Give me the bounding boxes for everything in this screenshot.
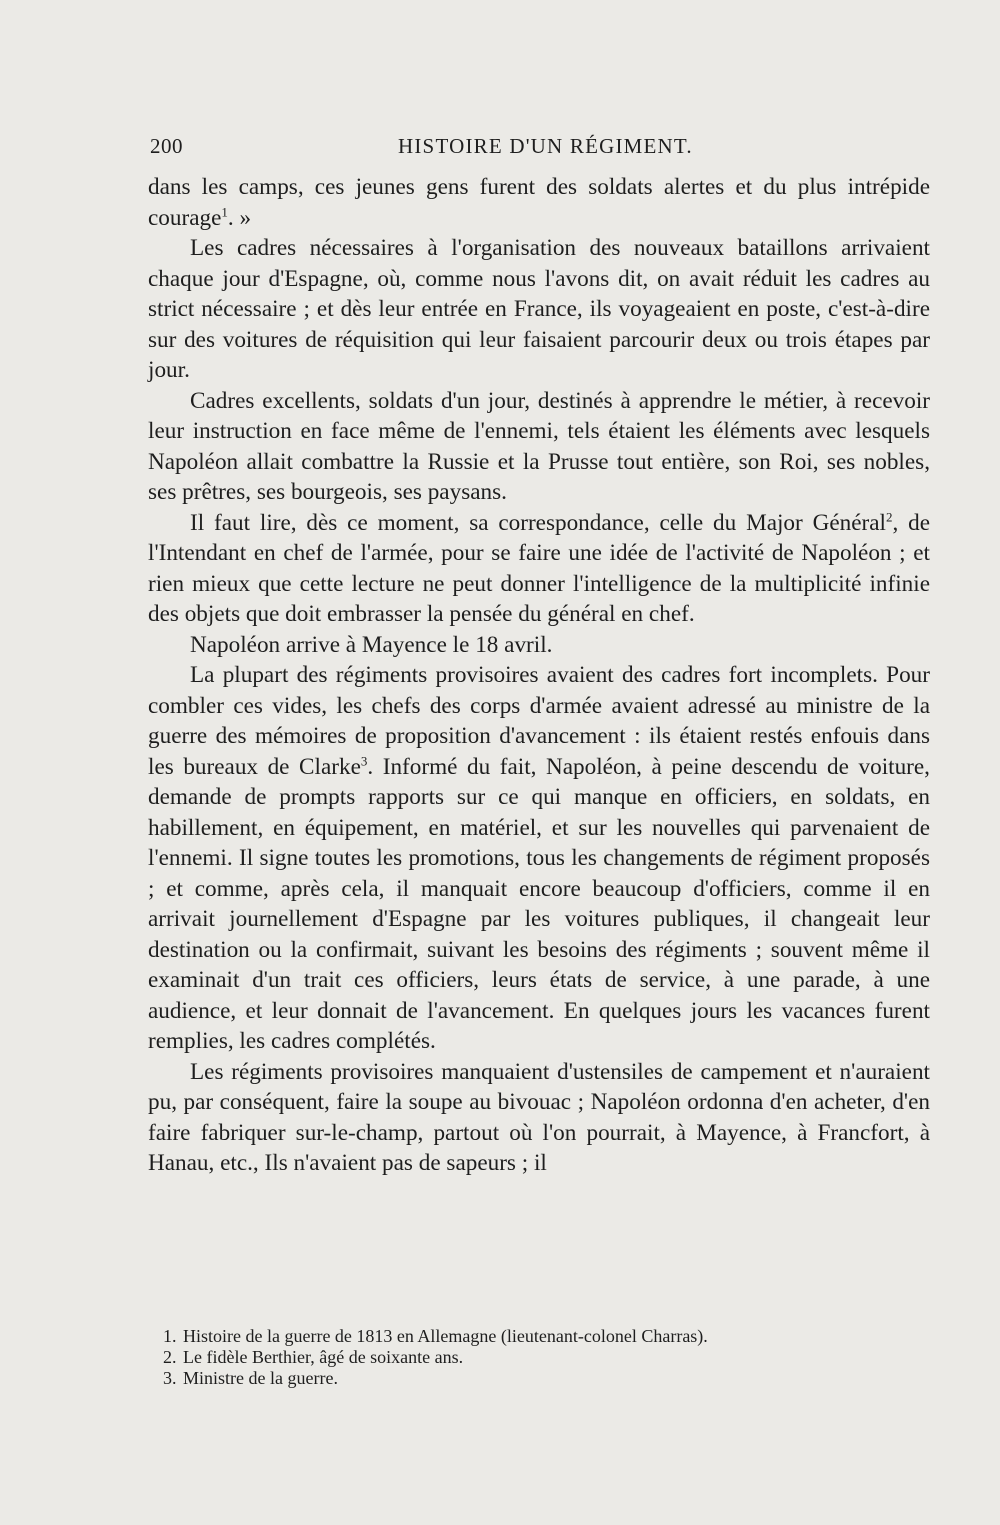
- paragraph: [148, 660, 930, 1057]
- footnote: [163, 1368, 863, 1389]
- paragraph: Napoléon arrive à Mayence le 18 avril.: [190, 631, 553, 658]
- footnote-reference: 2: [885, 508, 893, 524]
- footnote-text: Le fidèle Berthier, âgé de soixante ans.: [183, 1347, 464, 1367]
- paragraph: Cadres excellents, soldats d'un jour, destinés à apprendre le métier, à recevoir leur instruction en face même de l'ennemi, tels étaient les éléments avec lesquels Napoléon allait combattre la Russie et la Prusse tout entière, son Roi, ses nobles, ses prêtres, ses bourgeois, ses paysans.: [148, 387, 930, 505]
- footnote-reference: 3: [360, 752, 368, 768]
- footnote: [163, 1347, 863, 1368]
- running-title: HISTOIRE D'UN RÉGIMENT.: [398, 134, 693, 158]
- paragraph-continuation: [148, 172, 930, 233]
- footnote-number: 2.: [163, 1347, 177, 1367]
- footnote-text: Ministre de la guerre.: [183, 1368, 338, 1388]
- running-header: [150, 134, 930, 164]
- footnote-reference: 1: [221, 203, 228, 219]
- footnote-number: 3.: [163, 1368, 177, 1388]
- footnote-text: Histoire de la guerre de 1813 en Allemagne (lieutenant-colonel Charras).: [183, 1326, 708, 1346]
- footnote: [163, 1326, 863, 1347]
- paragraph-text: . Informé du fait, Napoléon, à peine descendu de voiture, demande de prompts rapports sur ce qui manque en officiers, en soldats, en habillement, en équipement, en matériel, et sur les nouvelles qui parvenaient de l'ennemi. Il signe toutes les promotions, tous les changements de régiment proposés ; et comme, après cela, il manquait encore beaucoup d'officiers, comme il en arrivait journellement d'Espagne par les voitures publiques, il changeait leur destination ou la confirmait, suivant les besoins des régiments ; souvent même il examinait d'un trait ces officiers, leurs états de service, à une parade, à une audience, et leur donnait de l'avancement. En quelques jours les vacances furent remplies, les cadres complétés.: [148, 753, 930, 1054]
- paragraph: Les régiments provisoires manquaient d'ustensiles de campement et n'auraient pu, par conséquent, faire la soupe au bivouac ; Napoléon ordonna d'en acheter, d'en faire fabriquer sur-le-champ, partout où l'on pourrait, à Mayence, à Francfort, à Hanau, etc., Ils n'avaient pas de sapeurs ; il: [148, 1058, 930, 1176]
- footnote-number: 1.: [163, 1326, 177, 1346]
- paragraph: [148, 508, 930, 630]
- footnotes: [163, 1326, 863, 1389]
- paragraph: Les cadres nécessaires à l'organisation des nouveaux bataillons arrivaient chaque jour d'Espagne, où, comme nous l'avons dit, on avait réduit les cadres au strict nécessaire ; et dès leur entrée en France, ils voyageaient en poste, c'est-à-dire sur des voitures de réquisition qui leur faisaient parcourir deux ou trois étapes par jour.: [148, 235, 930, 383]
- paragraph-text: Il faut lire, dès ce moment, sa correspondance, celle du Major Général: [190, 509, 886, 536]
- page-number: 200: [150, 134, 183, 158]
- body-text: [148, 172, 930, 1179]
- paragraph-text: dans les camps, ces jeunes gens furent des soldats alertes et du plus intrépide courage: [148, 174, 930, 231]
- paragraph-text: . »: [227, 204, 252, 231]
- paragraph-text: , de l'Intendant en chef de l'armée, pour se faire une idée de l'activité de Napoléon ; et rien mieux que cette lecture ne peut donner l'intelligence de la multiplicité infinie des objets que doit embrasser la pensée du général en chef.: [148, 509, 930, 627]
- paragraph-text: La plupart des régiments provisoires avaient des cadres fort incomplets. Pour combler ces vides, les chefs des corps d'armée avaient adressé au ministre de la guerre des mémoires de proposition d'avancement : ils étaient restés enfouis dans les bureaux de Clarke: [148, 662, 930, 780]
